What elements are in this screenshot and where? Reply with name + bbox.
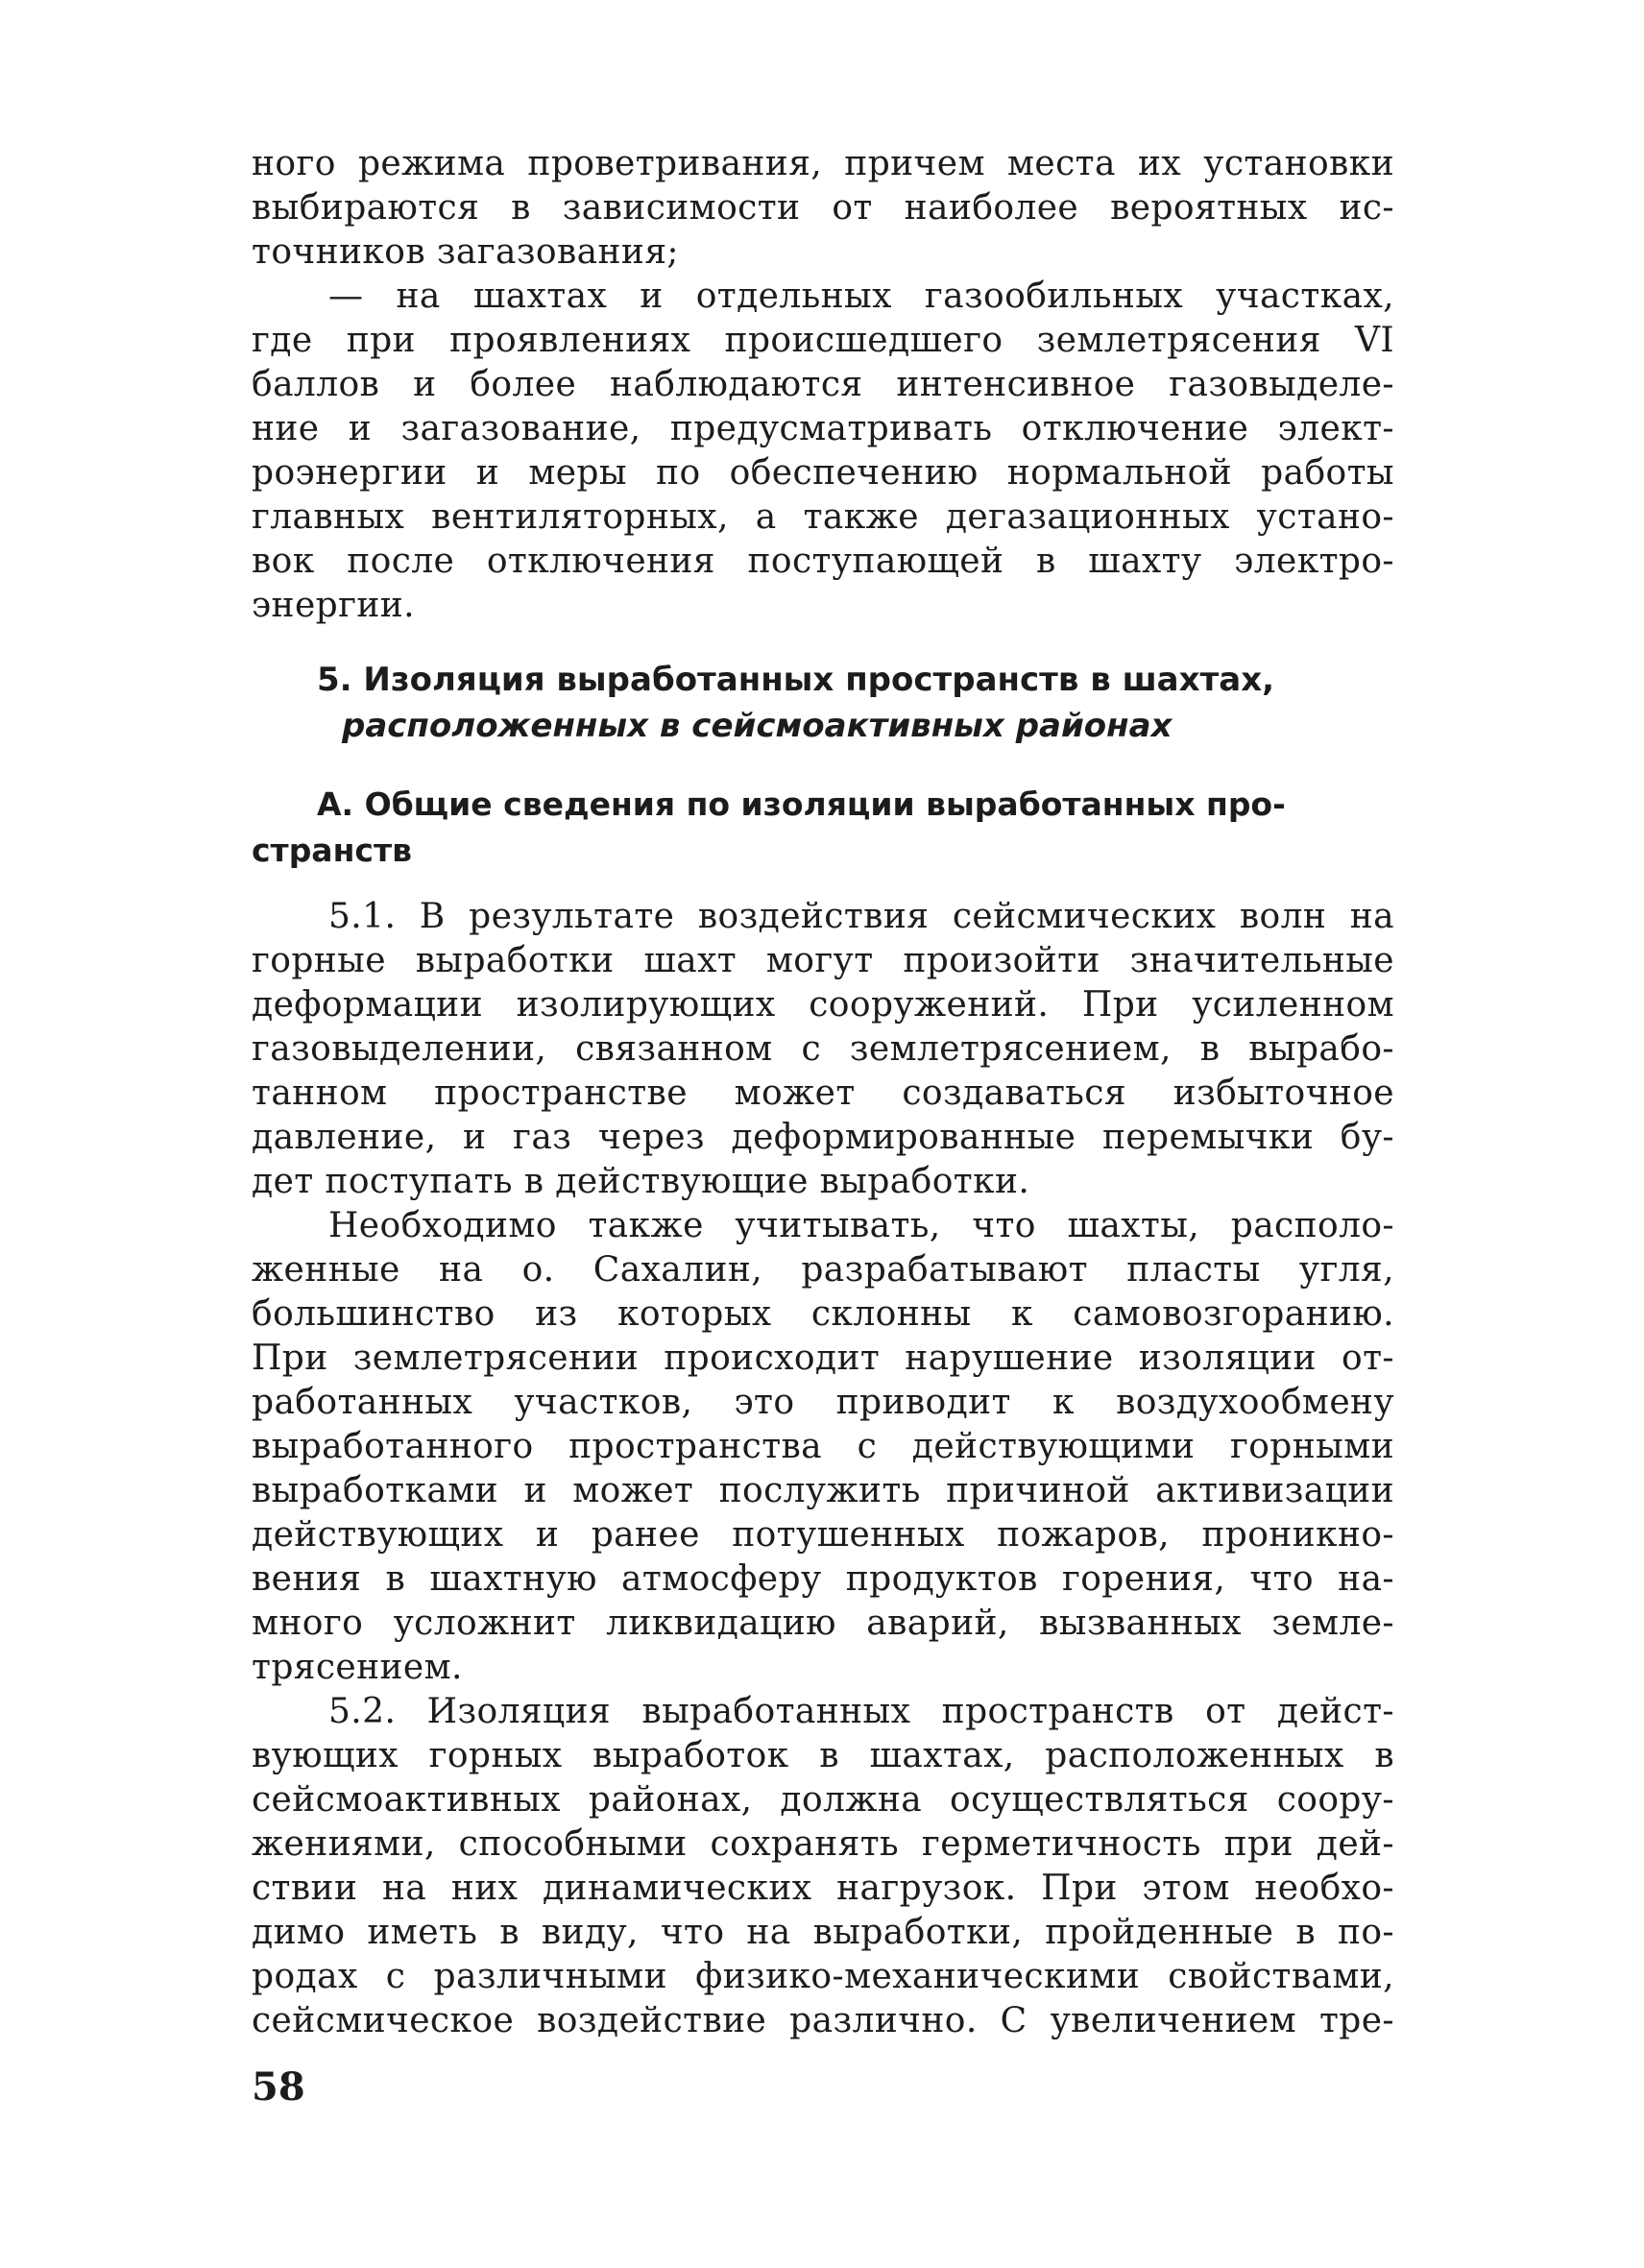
text-line: где при проявлениях происшедшего землетрясения VI (252, 321, 1394, 360)
text-line: главных вентиляторных, а также дегазационных устано- (252, 497, 1394, 537)
text-line: Необходимо также учитывать, что шахты, располо- (328, 1206, 1394, 1245)
text-line: димо иметь в виду, что на выработки, пройденные в по- (252, 1913, 1394, 1952)
paragraph-dash (252, 275, 1394, 628)
text-line: дет поступать в действующие выработки. (252, 1162, 1030, 1201)
text-line: ного режима проветривания, причем места их установки (252, 144, 1394, 183)
text-line: выбираются в зависимости от наиболее вероятных ис- (252, 188, 1394, 228)
subsection-heading (252, 782, 1394, 874)
page-number: 58 (252, 2064, 305, 2110)
text-line: При землетрясении происходит нарушение изоляции от- (252, 1339, 1394, 1378)
paragraph-5-2 (252, 1690, 1394, 2043)
text-line: деформации изолирующих сооружений. При усиленном (252, 985, 1394, 1025)
text-line: выработками и может послужить причиной активизации (252, 1471, 1394, 1510)
section-heading-line: 5. Изоляция выработанных пространств в шахтах, (317, 661, 1275, 699)
text-line: давление, и газ через деформированные перемычки бу- (252, 1118, 1394, 1157)
text-line: женные на о. Сахалин, разрабатывают пласты угля, (252, 1250, 1394, 1290)
text-line: вок после отключения поступающей в шахту электро- (252, 542, 1394, 581)
subsection-heading-line: странств (252, 832, 412, 869)
text-line: 5.1. В результате воздействия сейсмических волн на (328, 897, 1394, 936)
paragraph-necessary (252, 1204, 1394, 1690)
text-line: большинство из которых склонны к самовозгоранию. (252, 1294, 1394, 1334)
text-line: жениями, способными сохранять герметичность при дей- (252, 1824, 1394, 1864)
text-line: ние и загазование, предусматривать отключение элект- (252, 409, 1394, 448)
text-line: много усложнит ликвидацию аварий, вызванных земле- (252, 1604, 1394, 1643)
text-line: баллов и более наблюдаются интенсивное газовыделе- (252, 365, 1394, 404)
text-line: — на шахтах и отдельных газообильных участках, (328, 277, 1394, 316)
text-line: энергии. (252, 586, 415, 625)
paragraph-5-1 (252, 895, 1394, 1204)
section-heading (252, 657, 1394, 749)
paragraph-intro (252, 142, 1394, 275)
text-line: горные выработки шахт могут произойти значительные (252, 941, 1394, 980)
text-line: вения в шахтную атмосферу продуктов горения, что на- (252, 1559, 1394, 1599)
text-line: роэнергии и меры по обеспечению нормальной работы (252, 453, 1394, 493)
text-line: 5.2. Изоляция выработанных пространств от дейст- (328, 1692, 1394, 1731)
text-line: трясением. (252, 1648, 463, 1687)
text-line: вующих горных выработок в шахтах, расположенных в (252, 1736, 1394, 1775)
text-line: действующих и ранее потушенных пожаров, проникно- (252, 1515, 1394, 1555)
text-line: танном пространстве может создаваться избыточное (252, 1074, 1394, 1113)
section-heading-italic: расположенных в сейсмоактивных районах (342, 707, 1173, 745)
text-line: точников загазования; (252, 232, 679, 272)
text-line: ствии на них динамических нагрузок. При этом необхо- (252, 1869, 1394, 1908)
section-heading-line (252, 703, 1394, 749)
text-line: сейсмоактивных районах, должна осуществляться соору- (252, 1780, 1394, 1820)
subsection-heading-line: А. Общие сведения по изоляции выработанных про- (317, 785, 1286, 823)
text-line: родах с различными физико-механическими свойствами, (252, 1957, 1394, 1996)
text-line: выработанного пространства с действующими горными (252, 1427, 1394, 1466)
text-line: сейсмическое воздействие различно. С увеличением тре- (252, 2001, 1394, 2040)
text-line: работанных участков, это приводит к воздухообмену (252, 1383, 1394, 1422)
text-line: газовыделении, связанном с землетрясением, в вырабо- (252, 1029, 1394, 1069)
